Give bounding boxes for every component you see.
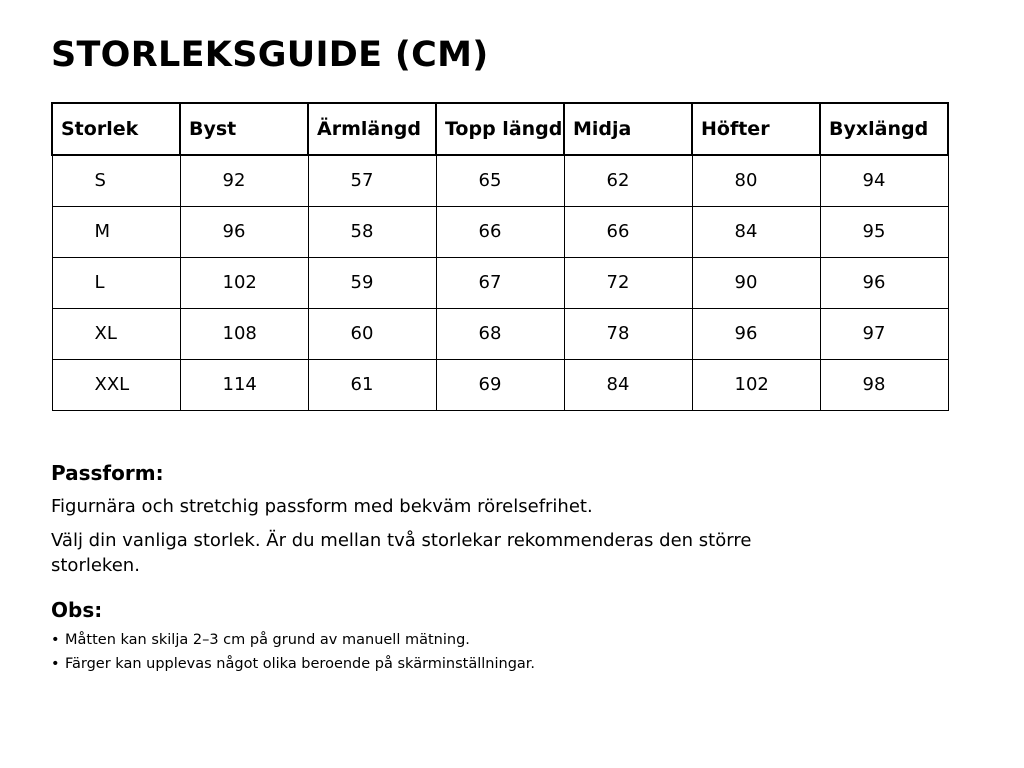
table-cell: 95	[820, 206, 948, 257]
table-cell: 66	[436, 206, 564, 257]
table-cell: 57	[308, 155, 436, 206]
fit-description: Figurnära och stretchig passform med bekväm rörelsefrihet.	[51, 496, 593, 517]
bullet-icon: •	[51, 632, 60, 648]
column-header-size: Storlek	[52, 103, 180, 155]
table-cell: L	[52, 257, 180, 308]
table-cell: 60	[308, 308, 436, 359]
table-cell: 59	[308, 257, 436, 308]
note-text: Färger kan upplevas något olika beroende på skärminställningar.	[65, 656, 536, 672]
column-header-waist: Midja	[564, 103, 692, 155]
page-title: STORLEKSGUIDE (CM)	[51, 35, 489, 75]
fit-heading: Passform:	[51, 461, 164, 485]
table-cell: 114	[180, 359, 308, 410]
table-cell: 66	[564, 206, 692, 257]
notes-heading: Obs:	[51, 598, 103, 622]
table-cell: 84	[564, 359, 692, 410]
table-cell: 98	[820, 359, 948, 410]
table-cell: 62	[564, 155, 692, 206]
table-cell: 94	[820, 155, 948, 206]
table-cell: 58	[308, 206, 436, 257]
table-cell: XXL	[52, 359, 180, 410]
table-cell: 102	[692, 359, 820, 410]
table-cell: 67	[436, 257, 564, 308]
notes-list	[51, 628, 535, 676]
list-item	[51, 652, 535, 676]
table-cell: 69	[436, 359, 564, 410]
table-cell: XL	[52, 308, 180, 359]
size-table	[51, 102, 949, 411]
column-header-bust: Byst	[180, 103, 308, 155]
table-cell: 90	[692, 257, 820, 308]
table-cell: 78	[564, 308, 692, 359]
table-header-row	[52, 103, 948, 155]
bullet-icon: •	[51, 656, 60, 672]
table-row	[52, 257, 948, 308]
table-cell: 80	[692, 155, 820, 206]
note-text: Måtten kan skilja 2–3 cm på grund av manuell mätning.	[65, 632, 470, 648]
table-cell: 108	[180, 308, 308, 359]
table-row	[52, 308, 948, 359]
column-header-hips: Höfter	[692, 103, 820, 155]
column-header-top-length: Topp längd	[436, 103, 564, 155]
table-cell: 68	[436, 308, 564, 359]
table-cell: 84	[692, 206, 820, 257]
table-row	[52, 155, 948, 206]
table-row	[52, 206, 948, 257]
table-cell: M	[52, 206, 180, 257]
table-cell: 102	[180, 257, 308, 308]
list-item	[51, 628, 535, 652]
table-cell: 61	[308, 359, 436, 410]
size-recommendation: Välj din vanliga storlek. Är du mellan två storlekar rekommenderas den större storleken.	[51, 530, 752, 576]
table-cell: 72	[564, 257, 692, 308]
column-header-pants-length: Byxlängd	[820, 103, 948, 155]
column-header-sleeve-length: Ärmlängd	[308, 103, 436, 155]
table-cell: 96	[180, 206, 308, 257]
table-cell: 96	[820, 257, 948, 308]
table-cell: 65	[436, 155, 564, 206]
table-row	[52, 359, 948, 410]
table-cell: 96	[692, 308, 820, 359]
table-cell: 92	[180, 155, 308, 206]
table-cell: 97	[820, 308, 948, 359]
table-cell: S	[52, 155, 180, 206]
